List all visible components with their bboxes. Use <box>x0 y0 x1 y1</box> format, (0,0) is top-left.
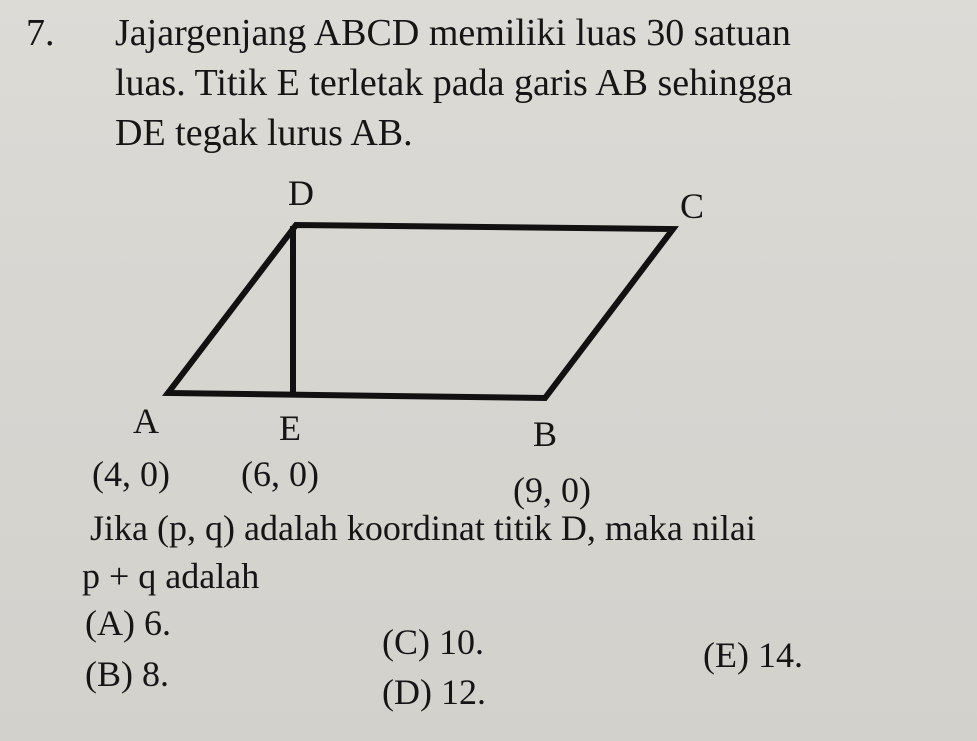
question-number: 7. <box>26 12 55 54</box>
option-b[interactable]: (B) 8. <box>85 654 169 694</box>
vertex-label-c: C <box>680 186 705 226</box>
coordinate-e: (6, 0) <box>241 454 319 494</box>
coordinate-a: (4, 0) <box>92 454 170 494</box>
coordinate-b: (9, 0) <box>513 470 591 510</box>
parallelogram-abcd <box>168 225 673 398</box>
question-text-line-3: DE tegak lurus AB. <box>115 112 413 154</box>
vertex-label-a: A <box>133 401 159 441</box>
vertex-label-d: D <box>288 173 314 213</box>
question-text-line-5: p + q adalah <box>82 556 260 596</box>
option-a[interactable]: (A) 6. <box>85 603 171 643</box>
vertex-label-b: B <box>533 414 558 454</box>
option-c[interactable]: (C) 10. <box>382 622 484 662</box>
question-text-line-4: Jika (p, q) adalah koordinat titik D, maka nilai <box>90 508 756 548</box>
question-text-line-1: Jajargenjang ABCD memiliki luas 30 satuan <box>115 12 791 54</box>
option-e[interactable]: (E) 14. <box>703 635 803 675</box>
option-d[interactable]: (D) 12. <box>382 672 486 712</box>
question-text-line-2: luas. Titik E terletak pada garis AB sehingga <box>115 62 793 104</box>
point-label-e: E <box>279 408 301 448</box>
